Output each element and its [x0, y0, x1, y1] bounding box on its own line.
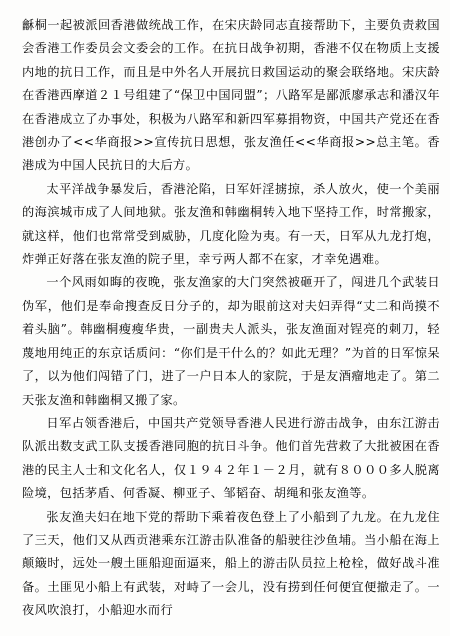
paragraph-4: 日军占领香港后，中国共产党领导香港人民进行游击战争，由东江游击队派出数支武工队支援香港同胞的抗日斗争。他们首先营救了大批被困在香港的民主人士和文化名人，仅１９４２年１－２月，就有８０００多人脱离险境，包括茅盾、何香凝、柳亚子、邹韬奋、胡绳和张友渔等。 [22, 415, 440, 501]
paragraph-2: 太平洋战争暴发后，香港沦陷，日军奸淫掳掠，杀人放火，使一个美丽的海滨城市成了人间地狱。张友渔和韩幽桐转入地下坚持工作，时常搬家，就这样，他们也常常受到威胁，几度化险为夷。有一天，日军从九龙打炮，炸弹正好落在张友渔的院子里，幸亏两人都不在家，才幸免遇难。 [22, 181, 440, 267]
paragraph-3: 一个风雨如晦的夜晚，张友渔家的大门突然被砸开了，闯进几个武装日伪军，他们是奉命搜查反日分子的，却为眼前这对夫妇弄得“丈二和尚摸不着头脑”。韩幽桐瘦瘦华贵，一副贵夫人派头，张友渔面对锃亮的刺刀，轻蔑地用纯正的东京话质问：“你们是干什么的？如此无理？”为首的日军惊呆了，以为他们闯错了门，进了一户日本人的家院，于是友酒瘤地走了。第二天张友渔和韩幽桐又搬了家。 [22, 275, 440, 407]
paragraph-5: 张友渔夫妇在地下党的帮助下乘着夜色登上了小船到了九龙。在九龙住了三天，他们又从西贡港乘东江游击队准备的船驶往沙鱼埔。当小船在海上颠簸时，远处一艘土匪船迎面逼来，船上的游击队员拉上枪栓，做好战斗准备。土匪见小船上有武装，对峙了一会儿，没有捞到任何便宜便撤走了。一夜风吹浪打，小船迎水而行 [22, 509, 440, 618]
paragraph-1: 龢桐一起被派回香港做统战工作，在宋庆龄同志直接帮助下，主要负责救国会香港工作委员会文委会的工作。在抗日战争初期，香港不仅在物质上支援内地的抗日工作，而且是中外名人开展抗日救国运动的聚会联络地。宋庆龄在香港西摩道２１号组建了“保卫中国同盟”；八路军是鄙派廖承志和潘汉年在香港成立了办事处，积极为八路军和新四军募捐物资，中国共产党还在香港创办了<<华商报>>宣传抗日思想，张友渔任<<华商报>>总主笔。香港成为中国人民抗日的大后方。 [22, 18, 440, 173]
